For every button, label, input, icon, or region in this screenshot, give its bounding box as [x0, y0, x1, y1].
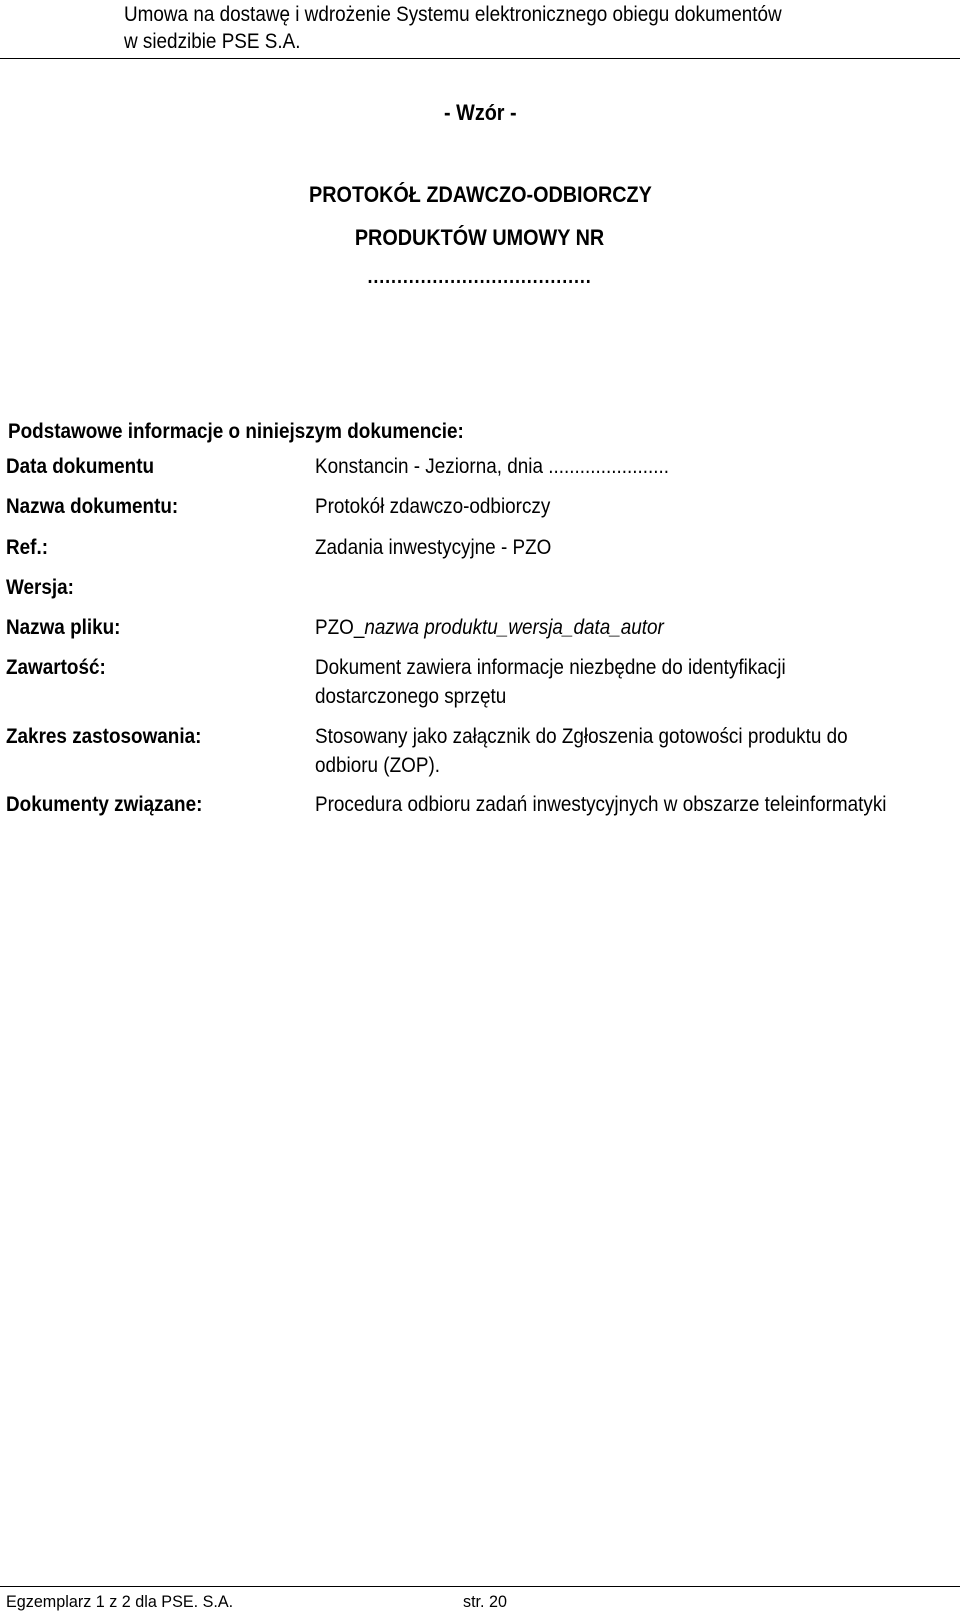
content-value: Dokument zawiera informacje niezbędne do identyfikacji dostarczonego sprzętu	[315, 656, 786, 708]
document-title: PROTOKÓŁ ZDAWCZO-ODBIORCZY	[308, 182, 652, 207]
contract-number-placeholder: ......................................	[367, 266, 593, 288]
document-name-label: Nazwa dokumentu:	[6, 495, 179, 518]
section-heading: Podstawowe informacje o niniejszym dokumencie:	[8, 420, 464, 443]
scope-label: Zakres zastosowania:	[6, 725, 202, 748]
ref-label: Ref.:	[6, 536, 49, 559]
header-title-line-2: w siedzibie PSE S.A.	[124, 30, 301, 53]
version-label: Wersja:	[6, 576, 74, 599]
related-documents-value: Procedura odbioru zadań inwestycyjnych w obszarze teleinformatyki	[315, 793, 887, 816]
filename-label: Nazwa pliku:	[6, 616, 121, 639]
page-header	[0, 0, 960, 59]
document-subtitle: PRODUKTÓW UMOWY NR	[355, 225, 605, 250]
page-footer	[0, 1586, 960, 1612]
date-value: Konstancin - Jeziorna, dnia .......................	[315, 455, 670, 478]
filename-pattern: nazwa produktu_wersja_data_autor	[364, 616, 664, 639]
copy-info: Egzemplarz 1 z 2 dla PSE. S.A.	[6, 1592, 234, 1611]
date-label: Data dokumentu	[6, 455, 155, 478]
filename-prefix: PZO_	[315, 616, 365, 639]
header-title-line-1: Umowa na dostawę i wdrożenie Systemu elektronicznego obiegu dokumentów	[124, 3, 782, 26]
content-label: Zawartość:	[6, 656, 106, 679]
page-number: str. 20	[463, 1592, 507, 1611]
template-label: - Wzór -	[443, 100, 517, 125]
scope-value: Stosowany jako załącznik do Zgłoszenia gotowości produktu do odbioru (ZOP).	[315, 725, 848, 777]
ref-value: Zadania inwestycyjne - PZO	[315, 536, 552, 559]
related-documents-label: Dokumenty związane:	[6, 793, 203, 816]
filename-value	[315, 613, 891, 642]
document-name-value: Protokół zdawczo-odbiorczy	[315, 495, 551, 518]
